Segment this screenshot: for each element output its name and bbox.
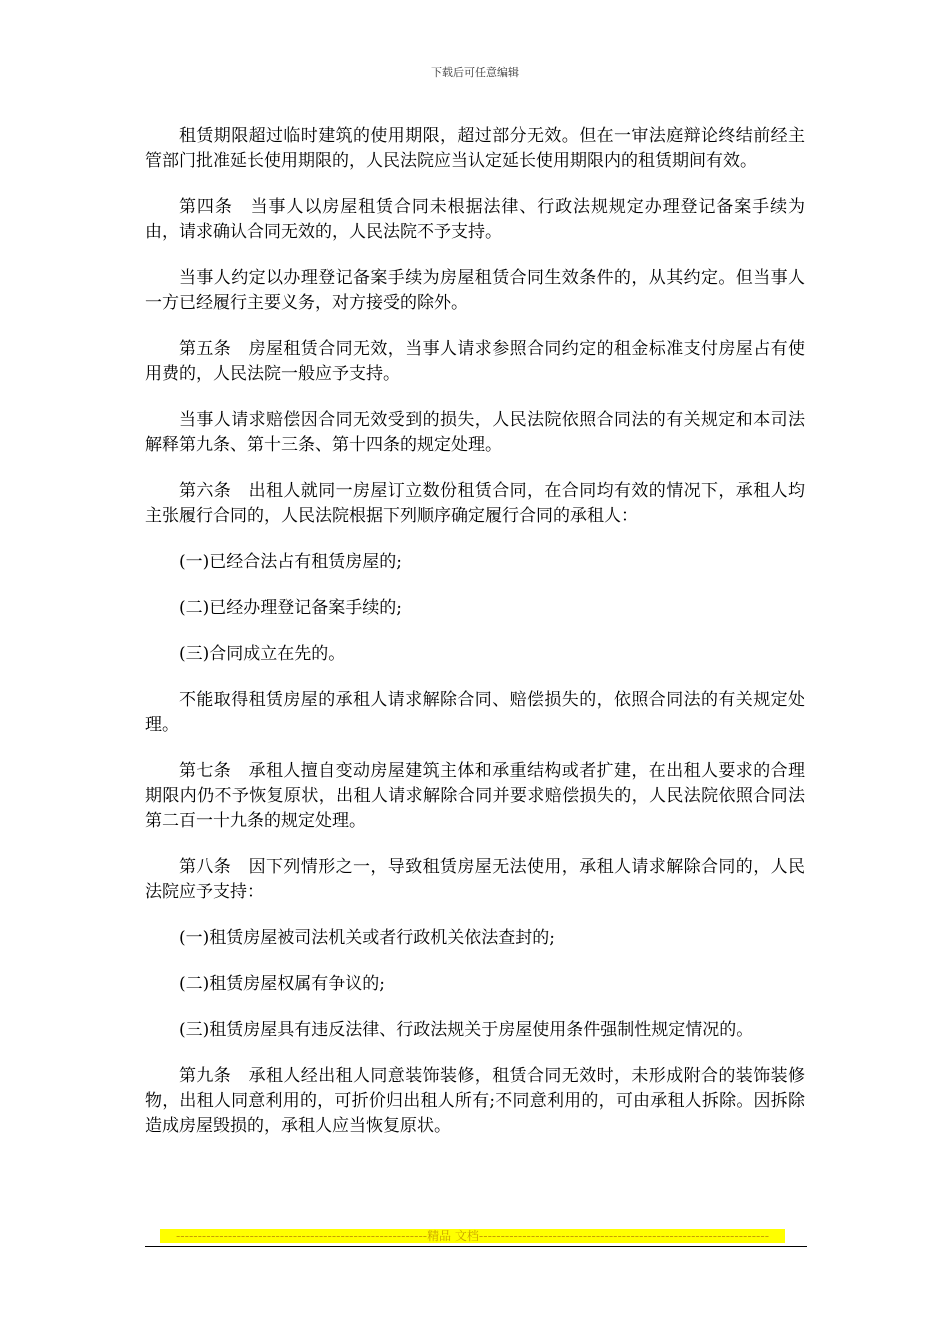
paragraph: 第四条 当事人以房屋租赁合同未根据法律、行政法规规定办理登记备案手续为由，请求确认合同无效的，人民法院不予支持。 <box>145 197 805 242</box>
paragraph: 不能取得租赁房屋的承租人请求解除合同、赔偿损失的，依照合同法的有关规定处理。 <box>145 690 805 735</box>
paragraph: 第五条 房屋租赁合同无效，当事人请求参照合同约定的租金标准支付房屋占有使用费的，人民法院一般应予支持。 <box>145 339 805 384</box>
paragraph: 租赁期限超过临时建筑的使用期限，超过部分无效。但在一审法庭辩论终结前经主管部门批准延长使用期限的，人民法院应当认定延长使用期限内的租赁期间有效。 <box>145 126 805 171</box>
list-item: (一)已经合法占有租赁房屋的; <box>179 552 402 572</box>
list-item: (三)合同成立在先的。 <box>179 644 346 664</box>
page-header: 下载后可任意编辑 <box>431 66 519 79</box>
paragraph: 第七条 承租人擅自变动房屋建筑主体和承重结构或者扩建，在出租人要求的合理期限内仍不予恢复原状，出租人请求解除合同并要求赔偿损失的，人民法院依照合同法第二百一十九条的规定处理。 <box>145 761 805 831</box>
footer-divider <box>145 1246 807 1247</box>
paragraph: 当事人请求赔偿因合同无效受到的损失，人民法院依照合同法的有关规定和本司法解释第九条、第十三条、第十四条的规定处理。 <box>145 410 805 455</box>
page-footer-banner: ----------------------------------------------------------精品 文档------------------------------------------------------------------- <box>160 1229 785 1243</box>
paragraph: 第六条 出租人就同一房屋订立数份租赁合同，在合同均有效的情况下，承租人均主张履行合同的，人民法院根据下列顺序确定履行合同的承租人： <box>145 481 805 526</box>
paragraph: 当事人约定以办理登记备案手续为房屋租赁合同生效条件的，从其约定。但当事人一方已经履行主要义务，对方接受的除外。 <box>145 268 805 313</box>
paragraph: 第九条 承租人经出租人同意装饰装修，租赁合同无效时，未形成附合的装饰装修物，出租人同意利用的，可折价归出租人所有;不同意利用的，可由承租人拆除。因拆除造成房屋毁损的，承租人应当恢复原状。 <box>145 1066 805 1136</box>
list-item: (一)租赁房屋被司法机关或者行政机关依法查封的; <box>179 928 555 948</box>
list-item: (三)租赁房屋具有违反法律、行政法规关于房屋使用条件强制性规定情况的。 <box>179 1020 754 1040</box>
document-body <box>145 124 805 1160</box>
list-item: (二)已经办理登记备案手续的; <box>179 598 402 618</box>
paragraph: 第八条 因下列情形之一，导致租赁房屋无法使用，承租人请求解除合同的，人民法院应予支持： <box>145 857 805 902</box>
list-item: (二)租赁房屋权属有争议的; <box>179 974 385 994</box>
